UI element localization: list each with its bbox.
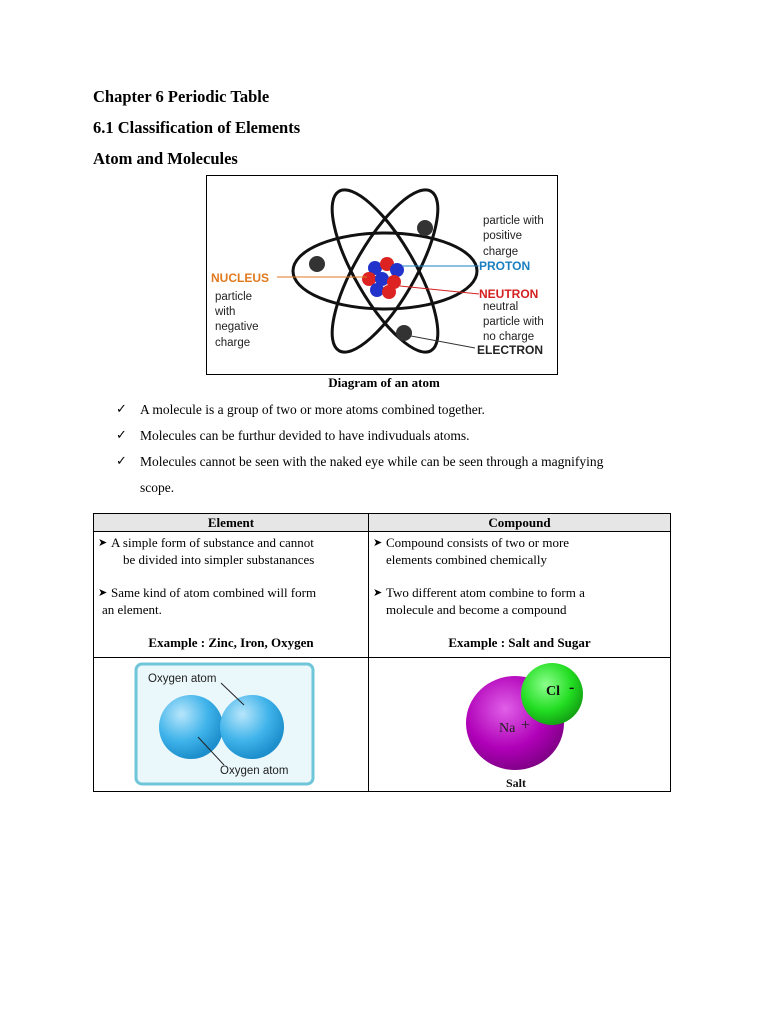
element-description-cell <box>94 532 369 658</box>
bullet-item <box>116 453 686 497</box>
neutron-description: particle with <box>483 316 544 328</box>
salt-molecule-cell <box>369 658 671 792</box>
element-column-header: Element <box>94 514 369 532</box>
chloride-label: Cl <box>546 684 560 699</box>
list-item-text: Compound consists of two or more <box>386 535 570 550</box>
bullet-list <box>116 401 686 505</box>
electron-particle <box>396 325 412 341</box>
proton-particle <box>370 283 384 297</box>
oxygen-atom-label: Oxygen atom <box>220 765 289 777</box>
list-item <box>373 534 666 568</box>
nucleus-description: with <box>215 306 236 318</box>
list-item-text: Two different atom combine to form a <box>386 585 585 600</box>
oxygen-atom <box>159 695 223 759</box>
proton-particle <box>390 263 404 277</box>
arrow-bullet-icon: ➤ <box>373 586 383 599</box>
atom-diagram-graphic <box>207 176 557 374</box>
list-item-text: A simple form of substance and cannot <box>111 535 314 550</box>
list-item-text: molecule and become a compound <box>386 602 567 617</box>
electron-particle <box>309 256 325 272</box>
atom-diagram-caption: Diagram of an atom <box>328 375 440 390</box>
nucleus-description: negative <box>215 321 259 333</box>
nucleus-description: charge <box>215 337 251 349</box>
neutron-label: NEUTRON <box>479 287 539 301</box>
neutron-description: neutral <box>483 301 519 313</box>
subsection-title: Atom and Molecules <box>93 149 238 168</box>
section-title: 6.1 Classification of Elements <box>93 118 301 137</box>
bullet-item <box>116 427 686 445</box>
proton-description: charge <box>483 246 519 258</box>
element-compound-table <box>93 513 671 792</box>
chapter-title: Chapter 6 Periodic Table <box>93 87 270 106</box>
electron-label: ELECTRON <box>477 343 543 357</box>
bullet-text: Molecules can be furthur devided to have indivuduals atoms. <box>140 428 470 443</box>
list-item-text: be divided into simpler substanances <box>123 552 315 567</box>
arrow-bullet-icon: ➤ <box>373 536 383 549</box>
nucleus <box>362 257 404 299</box>
table-header-row <box>94 514 671 532</box>
orbit-diagonal-2 <box>313 176 457 365</box>
list-item <box>98 584 364 618</box>
sodium-charge: + <box>521 717 531 734</box>
salt-molecule-image <box>459 660 619 792</box>
proton-description: positive <box>483 230 522 242</box>
list-item <box>373 584 666 618</box>
chloride-charge: - <box>569 679 575 696</box>
proton-label: PROTON <box>479 259 531 273</box>
neutron-description: no charge <box>483 331 535 343</box>
table-row <box>94 532 671 658</box>
oxygen-molecule-cell <box>94 658 369 792</box>
bullet-text-continued: scope. <box>140 480 175 495</box>
sodium-label: Na <box>499 721 516 736</box>
bullet-text: Molecules cannot be seen with the naked eye while can be seen through a magnifying <box>140 454 604 469</box>
proton-description: particle with <box>483 215 544 227</box>
compound-description-cell <box>369 532 671 658</box>
electron-pointer <box>411 336 475 348</box>
compound-column-header: Compound <box>369 514 671 532</box>
electron-particle <box>417 220 433 236</box>
nucleus-label: NUCLEUS <box>211 271 270 285</box>
checkmark-icon: ✓ <box>116 428 127 443</box>
list-item-text: elements combined chemically <box>386 552 547 567</box>
list-item-text: Same kind of atom combined will form <box>111 585 317 600</box>
oxygen-molecule-image <box>134 661 334 789</box>
arrow-bullet-icon: ➤ <box>98 586 108 599</box>
list-item <box>98 534 364 568</box>
salt-caption: Salt <box>505 776 527 790</box>
oxygen-atom <box>220 695 284 759</box>
bullet-text: A molecule is a group of two or more atoms combined together. <box>140 402 485 417</box>
neutron-particle <box>382 285 396 299</box>
list-item-text: an element. <box>102 602 162 617</box>
compound-example: Example : Salt and Sugar <box>448 635 591 650</box>
nucleus-description: particle <box>215 291 253 303</box>
orbit-diagonal-1 <box>313 176 457 365</box>
oxygen-atom-label: Oxygen atom <box>148 673 217 685</box>
atom-diagram <box>206 175 558 375</box>
table-image-row <box>94 658 671 792</box>
checkmark-icon: ✓ <box>116 402 127 417</box>
bullet-item <box>116 401 686 419</box>
arrow-bullet-icon: ➤ <box>98 536 108 549</box>
checkmark-icon: ✓ <box>116 454 127 469</box>
element-example: Example : Zinc, Iron, Oxygen <box>148 635 314 650</box>
